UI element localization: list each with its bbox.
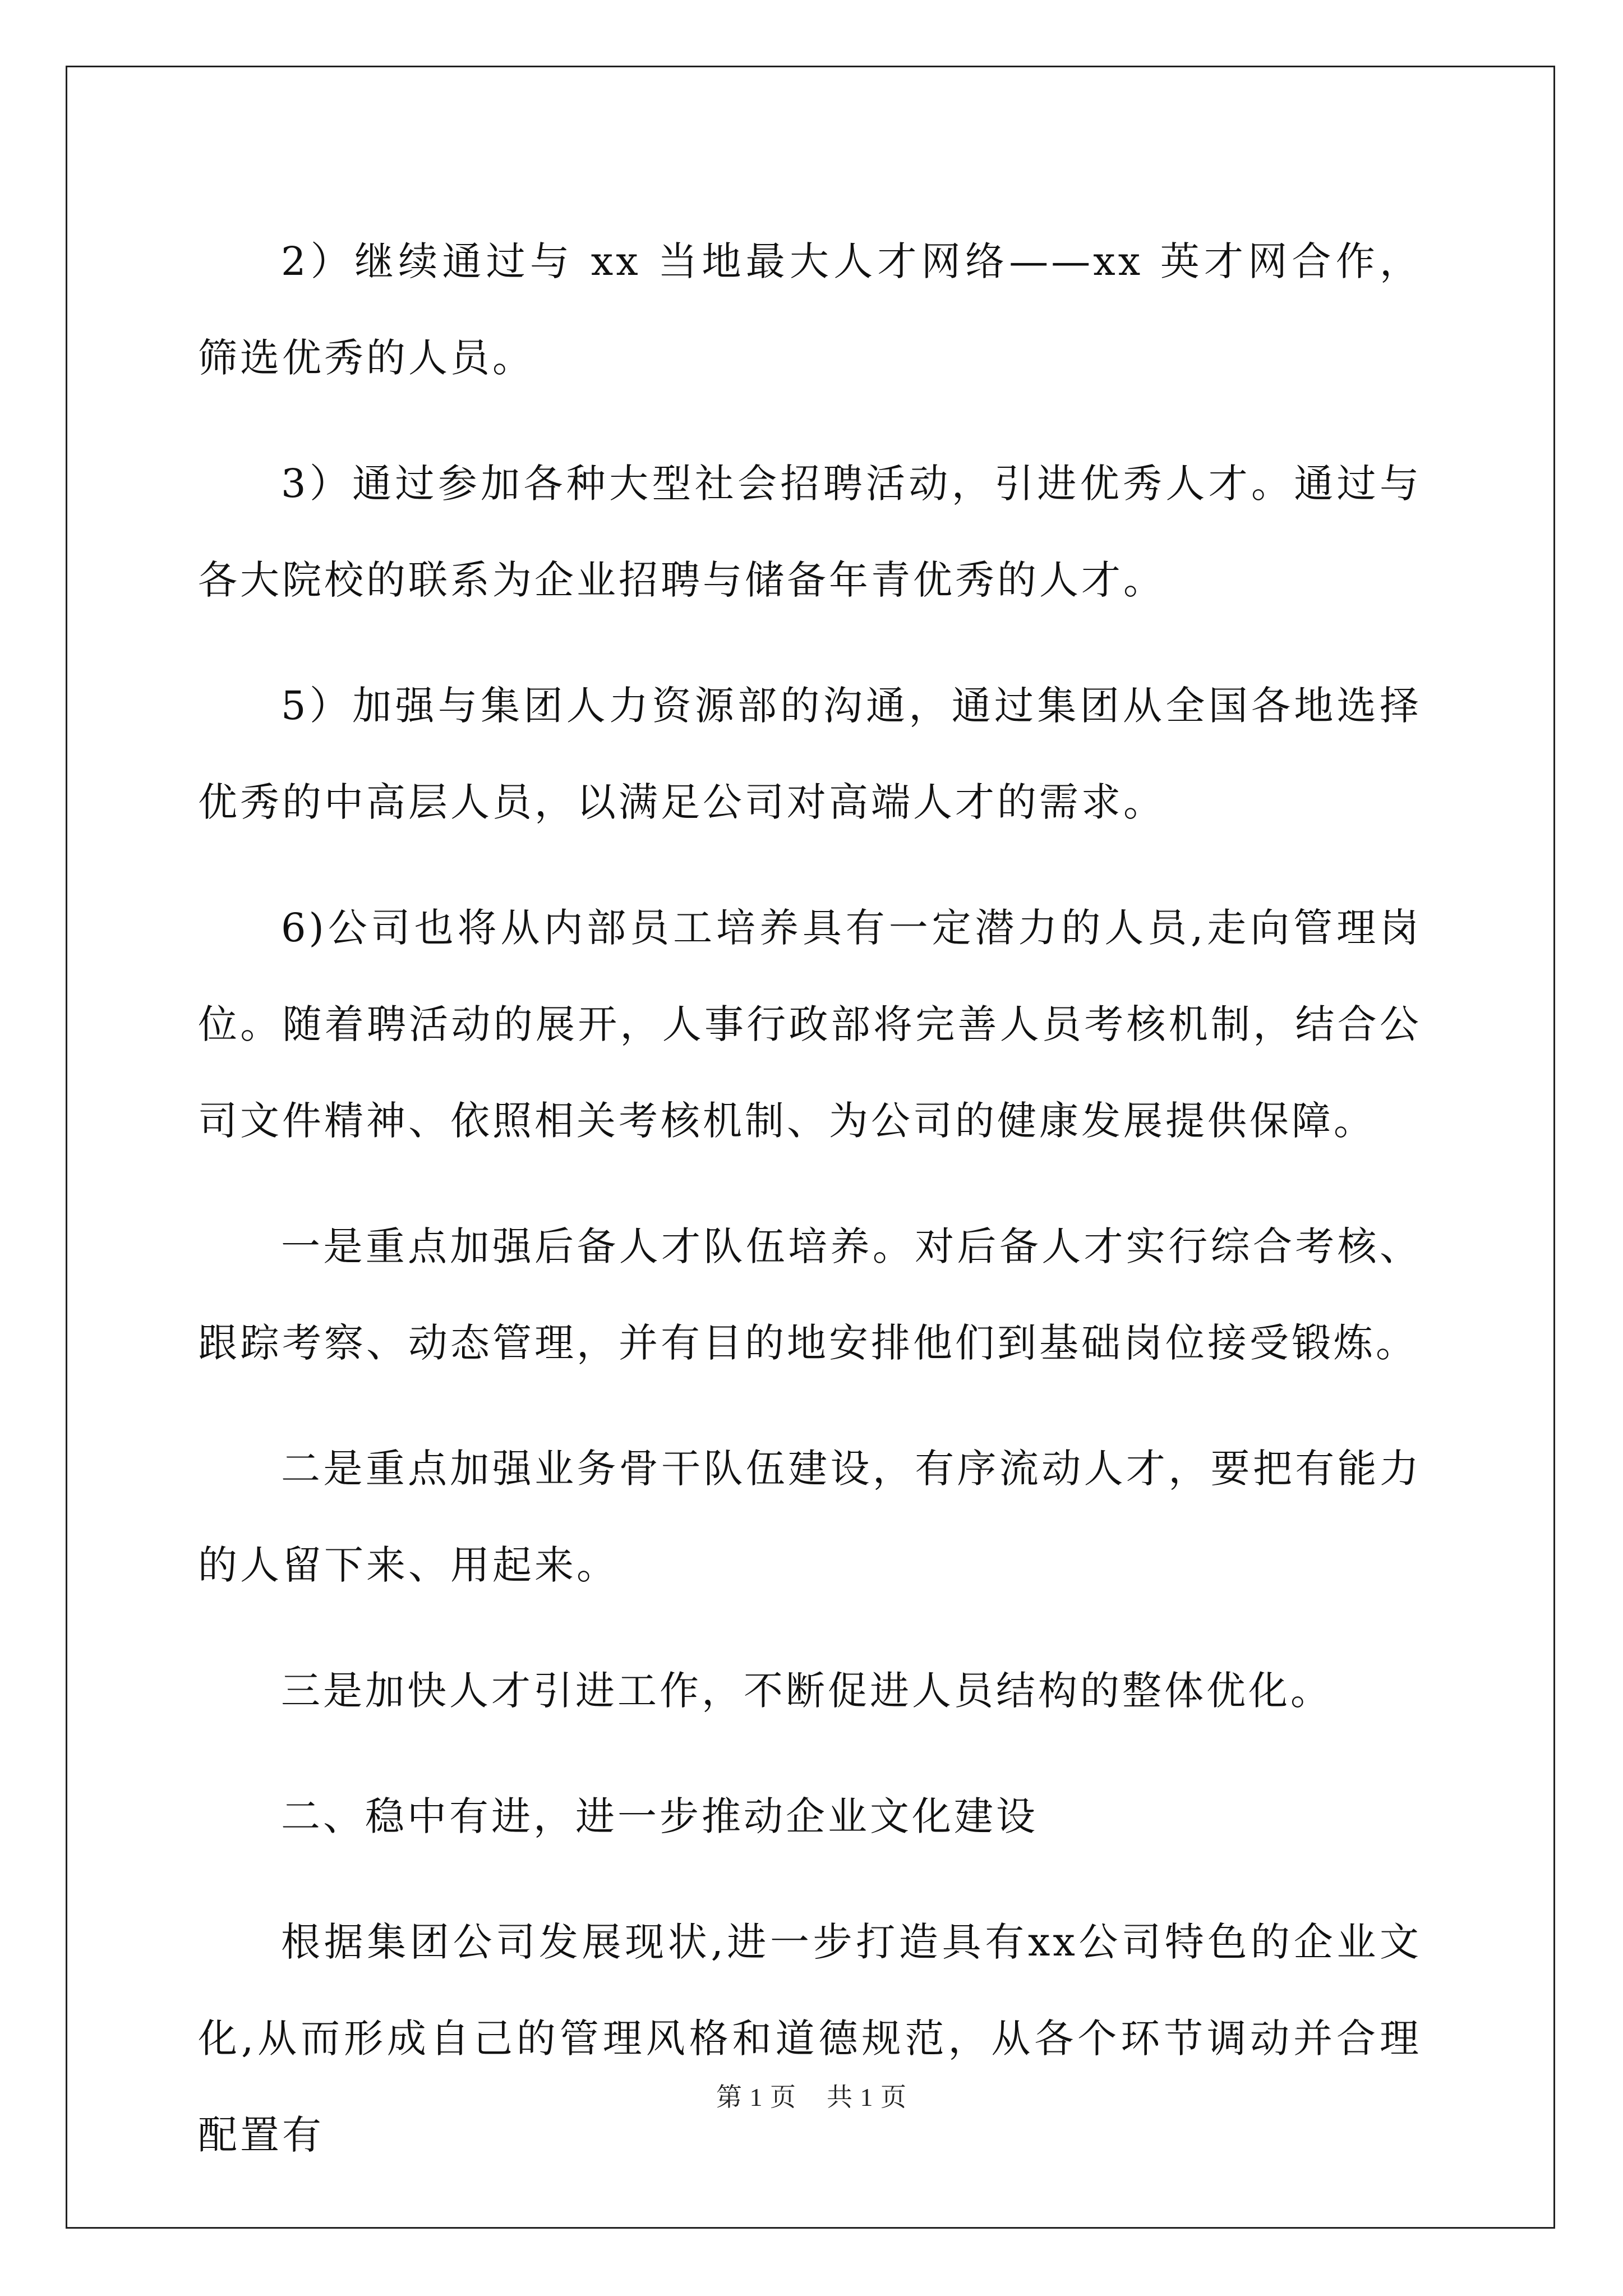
paragraph-2: 3）通过参加各种大型社会招聘活动，引进优秀人才。通过与各大院校的联系为企业招聘与储备年青优秀的人才。 <box>198 461 1422 603</box>
paragraph-6: 二是重点加强业务骨干队伍建设，有序流动人才，要把有能力的人留下来、用起来。 <box>198 1446 1422 1588</box>
page-number-total: 共 1 页 <box>827 2083 907 2111</box>
page-footer <box>0 2077 1623 2114</box>
document-body <box>198 213 1422 2212</box>
paragraph-7: 三是加快人才引进工作，不断促进人员结构的整体优化。 <box>281 1668 1332 1714</box>
paragraph-1: 2）继续通过与 xx 当地最大人才网络——xx 英才网合作，筛选优秀的人员。 <box>198 238 1422 381</box>
paragraph-5: 一是重点加强后备人才队伍培养。对后备人才实行综合考核、跟踪考察、动态管理，并有目的地安排他们到基础岗位接受锻炼。 <box>198 1223 1422 1366</box>
paragraph-3: 5）加强与集团人力资源部的沟通，通过集团从全国各地选择优秀的中高层人员，以满足公司对高端人才的需求。 <box>198 683 1422 825</box>
paragraph-4: 6)公司也将从内部员工培养具有一定潜力的人员,走向管理岗位。随着聘活动的展开，人事行政部将完善人员考核机制，结合公司文件精神、依照相关考核机制、为公司的健康发展提供保障。 <box>198 905 1422 1144</box>
paragraph-8: 根据集团公司发展现状,进一步打造具有xx公司特色的企业文化,从而形成自己的管理风格和道德规范，从各个环节调动并合理配置有 <box>198 1919 1422 2158</box>
section-heading: 二、稳中有进，进一步推动企业文化建设 <box>281 1793 1038 1839</box>
page-number-current: 第 1 页 <box>716 2083 796 2111</box>
